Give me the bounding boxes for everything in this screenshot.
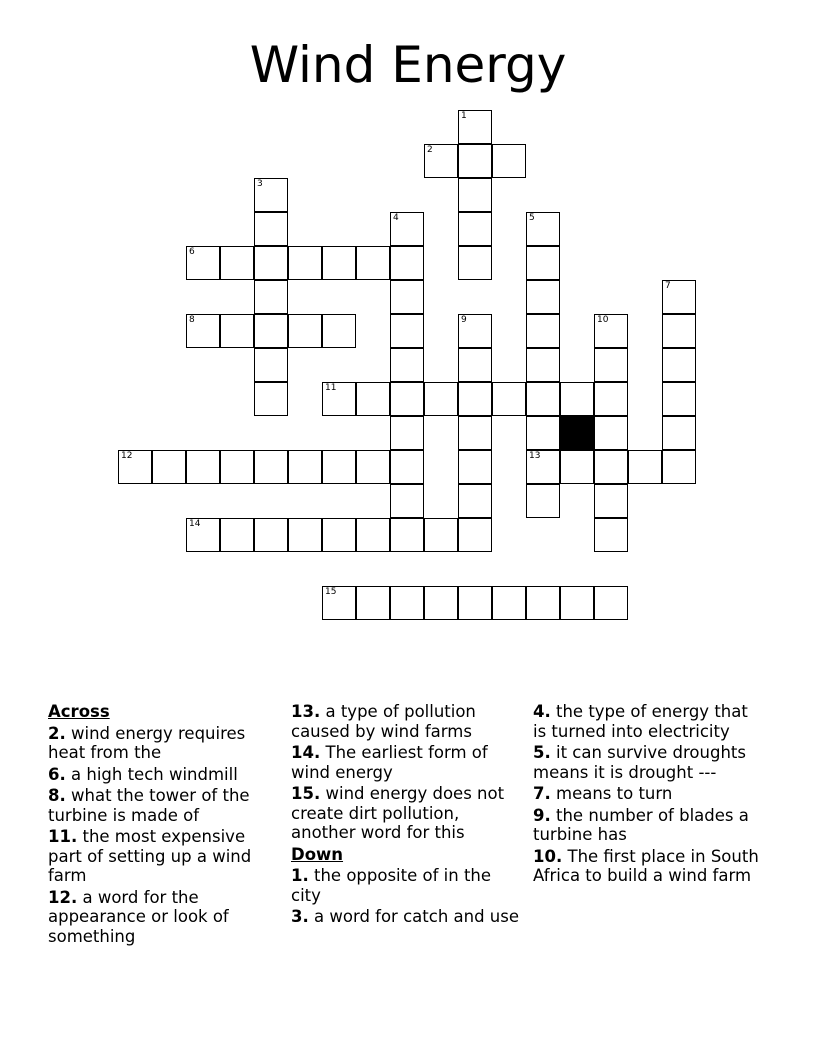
grid-cell[interactable] xyxy=(186,314,220,348)
grid-cell[interactable] xyxy=(526,382,560,416)
grid-cell[interactable] xyxy=(186,518,220,552)
clue-across-15: 15. wind energy does not create dirt pollution, another word for this xyxy=(291,784,505,842)
grid-cell[interactable] xyxy=(288,314,322,348)
grid-cell[interactable] xyxy=(254,178,288,212)
clue-down-1: 1. the opposite of in the city xyxy=(291,866,492,905)
clue-number: 8 xyxy=(189,315,195,325)
grid-cell[interactable] xyxy=(458,348,492,382)
clue-down-4: 4. the type of energy that is turned into electricity xyxy=(533,702,748,741)
grid-cell[interactable] xyxy=(390,348,424,382)
grid-cell[interactable] xyxy=(424,586,458,620)
clue-number: 4 xyxy=(393,213,399,223)
block-cell xyxy=(560,416,594,450)
grid-cell[interactable] xyxy=(662,348,696,382)
grid-cell[interactable] xyxy=(254,348,288,382)
clue-number: 9 xyxy=(461,315,467,325)
grid-cell[interactable] xyxy=(356,586,390,620)
grid-cell[interactable] xyxy=(492,144,526,178)
grid-cell[interactable] xyxy=(458,450,492,484)
grid-cell[interactable] xyxy=(356,518,390,552)
clue-number: 6 xyxy=(189,247,195,257)
grid-cell[interactable] xyxy=(254,382,288,416)
clues-column-3 xyxy=(533,702,765,888)
grid-cell[interactable] xyxy=(662,416,696,450)
grid-cell[interactable] xyxy=(254,246,288,280)
grid-cell[interactable] xyxy=(526,348,560,382)
grid-cell[interactable] xyxy=(594,518,628,552)
grid-cell[interactable] xyxy=(288,246,322,280)
grid-cell[interactable] xyxy=(560,586,594,620)
grid-cell[interactable] xyxy=(560,450,594,484)
grid-cell[interactable] xyxy=(390,586,424,620)
grid-cell[interactable] xyxy=(662,314,696,348)
clue-number: 2 xyxy=(427,145,433,155)
grid-cell[interactable] xyxy=(594,382,628,416)
grid-cell[interactable] xyxy=(424,144,458,178)
grid-cell[interactable] xyxy=(118,450,152,484)
grid-cell[interactable] xyxy=(322,586,356,620)
clue-number: 10 xyxy=(597,315,609,325)
clue-number: 1 xyxy=(461,111,467,121)
clue-across-13: 13. a type of pollution caused by wind farms xyxy=(291,702,476,741)
grid-cell[interactable] xyxy=(220,246,254,280)
grid-cell[interactable] xyxy=(594,348,628,382)
grid-cell[interactable] xyxy=(424,382,458,416)
grid-cell[interactable] xyxy=(526,416,560,450)
puzzle-title: Wind Energy xyxy=(249,36,567,94)
grid-cell[interactable] xyxy=(594,416,628,450)
grid-cell[interactable] xyxy=(492,382,526,416)
grid-cell[interactable] xyxy=(458,144,492,178)
grid-cell[interactable] xyxy=(186,246,220,280)
clue-number: 5 xyxy=(529,213,535,223)
grid-cell[interactable] xyxy=(356,246,390,280)
grid-cell[interactable] xyxy=(526,450,560,484)
grid-cell[interactable] xyxy=(152,450,186,484)
grid-cell[interactable] xyxy=(322,450,356,484)
grid-cell[interactable] xyxy=(254,314,288,348)
grid-cell[interactable] xyxy=(390,450,424,484)
grid-cell[interactable] xyxy=(560,382,594,416)
grid-cell[interactable] xyxy=(458,518,492,552)
clue-down-10: 10. The first place in South Africa to build a wind farm xyxy=(533,846,759,885)
grid-cell[interactable] xyxy=(458,178,492,212)
grid-cell[interactable] xyxy=(356,450,390,484)
grid-cell[interactable] xyxy=(390,484,424,518)
grid-cell[interactable] xyxy=(662,450,696,484)
clues-column-2 xyxy=(291,702,523,929)
grid-cell[interactable] xyxy=(322,518,356,552)
grid-cell[interactable] xyxy=(390,314,424,348)
clue-down-3: 3. a word for catch and use xyxy=(291,907,520,926)
grid-cell[interactable] xyxy=(458,246,492,280)
down-heading: Down xyxy=(291,844,344,864)
grid-cell[interactable] xyxy=(322,382,356,416)
grid-cell[interactable] xyxy=(220,314,254,348)
grid-cell[interactable] xyxy=(526,246,560,280)
grid-cell[interactable] xyxy=(458,484,492,518)
clue-number: 3 xyxy=(257,179,263,189)
grid-cell[interactable] xyxy=(220,450,254,484)
grid-cell[interactable] xyxy=(526,586,560,620)
grid-cell[interactable] xyxy=(322,246,356,280)
grid-cell[interactable] xyxy=(594,314,628,348)
grid-cell[interactable] xyxy=(526,212,560,246)
clue-down-7: 7. means to turn xyxy=(533,784,673,803)
grid-cell[interactable] xyxy=(424,518,458,552)
grid-cell[interactable] xyxy=(390,212,424,246)
grid-cell[interactable] xyxy=(254,450,288,484)
clue-across-6: 6. a high tech windmill xyxy=(48,764,238,784)
grid-cell[interactable] xyxy=(662,382,696,416)
grid-cell[interactable] xyxy=(594,484,628,518)
grid-cell[interactable] xyxy=(356,382,390,416)
grid-cell[interactable] xyxy=(390,518,424,552)
clue-across-12: 12. a word for the appearance or look of something xyxy=(48,887,229,946)
grid-cell[interactable] xyxy=(254,280,288,314)
grid-cell[interactable] xyxy=(526,314,560,348)
grid-cell[interactable] xyxy=(526,484,560,518)
clue-across-2: 2. wind energy requires heat from the xyxy=(48,723,246,762)
grid-cell[interactable] xyxy=(458,416,492,450)
clues-column-1 xyxy=(48,702,280,948)
clue-number: 15 xyxy=(325,587,337,597)
grid-cell[interactable] xyxy=(458,314,492,348)
grid-cell[interactable] xyxy=(662,280,696,314)
grid-cell[interactable] xyxy=(322,314,356,348)
grid-cell[interactable] xyxy=(628,450,662,484)
clue-across-11: 11. the most expensive part of setting up a wind farm xyxy=(48,827,252,885)
grid-cell[interactable] xyxy=(594,586,628,620)
grid-cell[interactable] xyxy=(526,280,560,314)
grid-cell[interactable] xyxy=(458,110,492,144)
grid-cell[interactable] xyxy=(390,246,424,280)
clue-number: 7 xyxy=(665,281,671,291)
across-heading: Across xyxy=(48,702,110,721)
grid-cell[interactable] xyxy=(492,586,526,620)
grid-cell[interactable] xyxy=(390,416,424,450)
grid-cell[interactable] xyxy=(186,450,220,484)
grid-cell[interactable] xyxy=(254,212,288,246)
grid-cell[interactable] xyxy=(458,382,492,416)
grid-cell[interactable] xyxy=(288,518,322,552)
clue-number: 14 xyxy=(189,519,201,529)
clue-number: 13 xyxy=(529,451,541,461)
clue-across-8: 8. what the tower of the turbine is made of xyxy=(48,786,250,825)
clue-number: 11 xyxy=(325,383,337,393)
grid-cell[interactable] xyxy=(594,450,628,484)
grid-cell[interactable] xyxy=(458,586,492,620)
grid-cell[interactable] xyxy=(254,518,288,552)
clue-number: 12 xyxy=(121,451,133,461)
clue-down-9: 9. the number of blades a turbine has xyxy=(533,805,749,844)
clue-down-5: 5. it can survive droughts means it is drought --- xyxy=(533,743,746,782)
grid-cell[interactable] xyxy=(458,212,492,246)
grid-cell[interactable] xyxy=(390,280,424,314)
clue-across-14: 14. The earliest form of wind energy xyxy=(291,743,488,782)
grid-cell[interactable] xyxy=(390,382,424,416)
grid-cell[interactable] xyxy=(288,450,322,484)
grid-cell[interactable] xyxy=(220,518,254,552)
